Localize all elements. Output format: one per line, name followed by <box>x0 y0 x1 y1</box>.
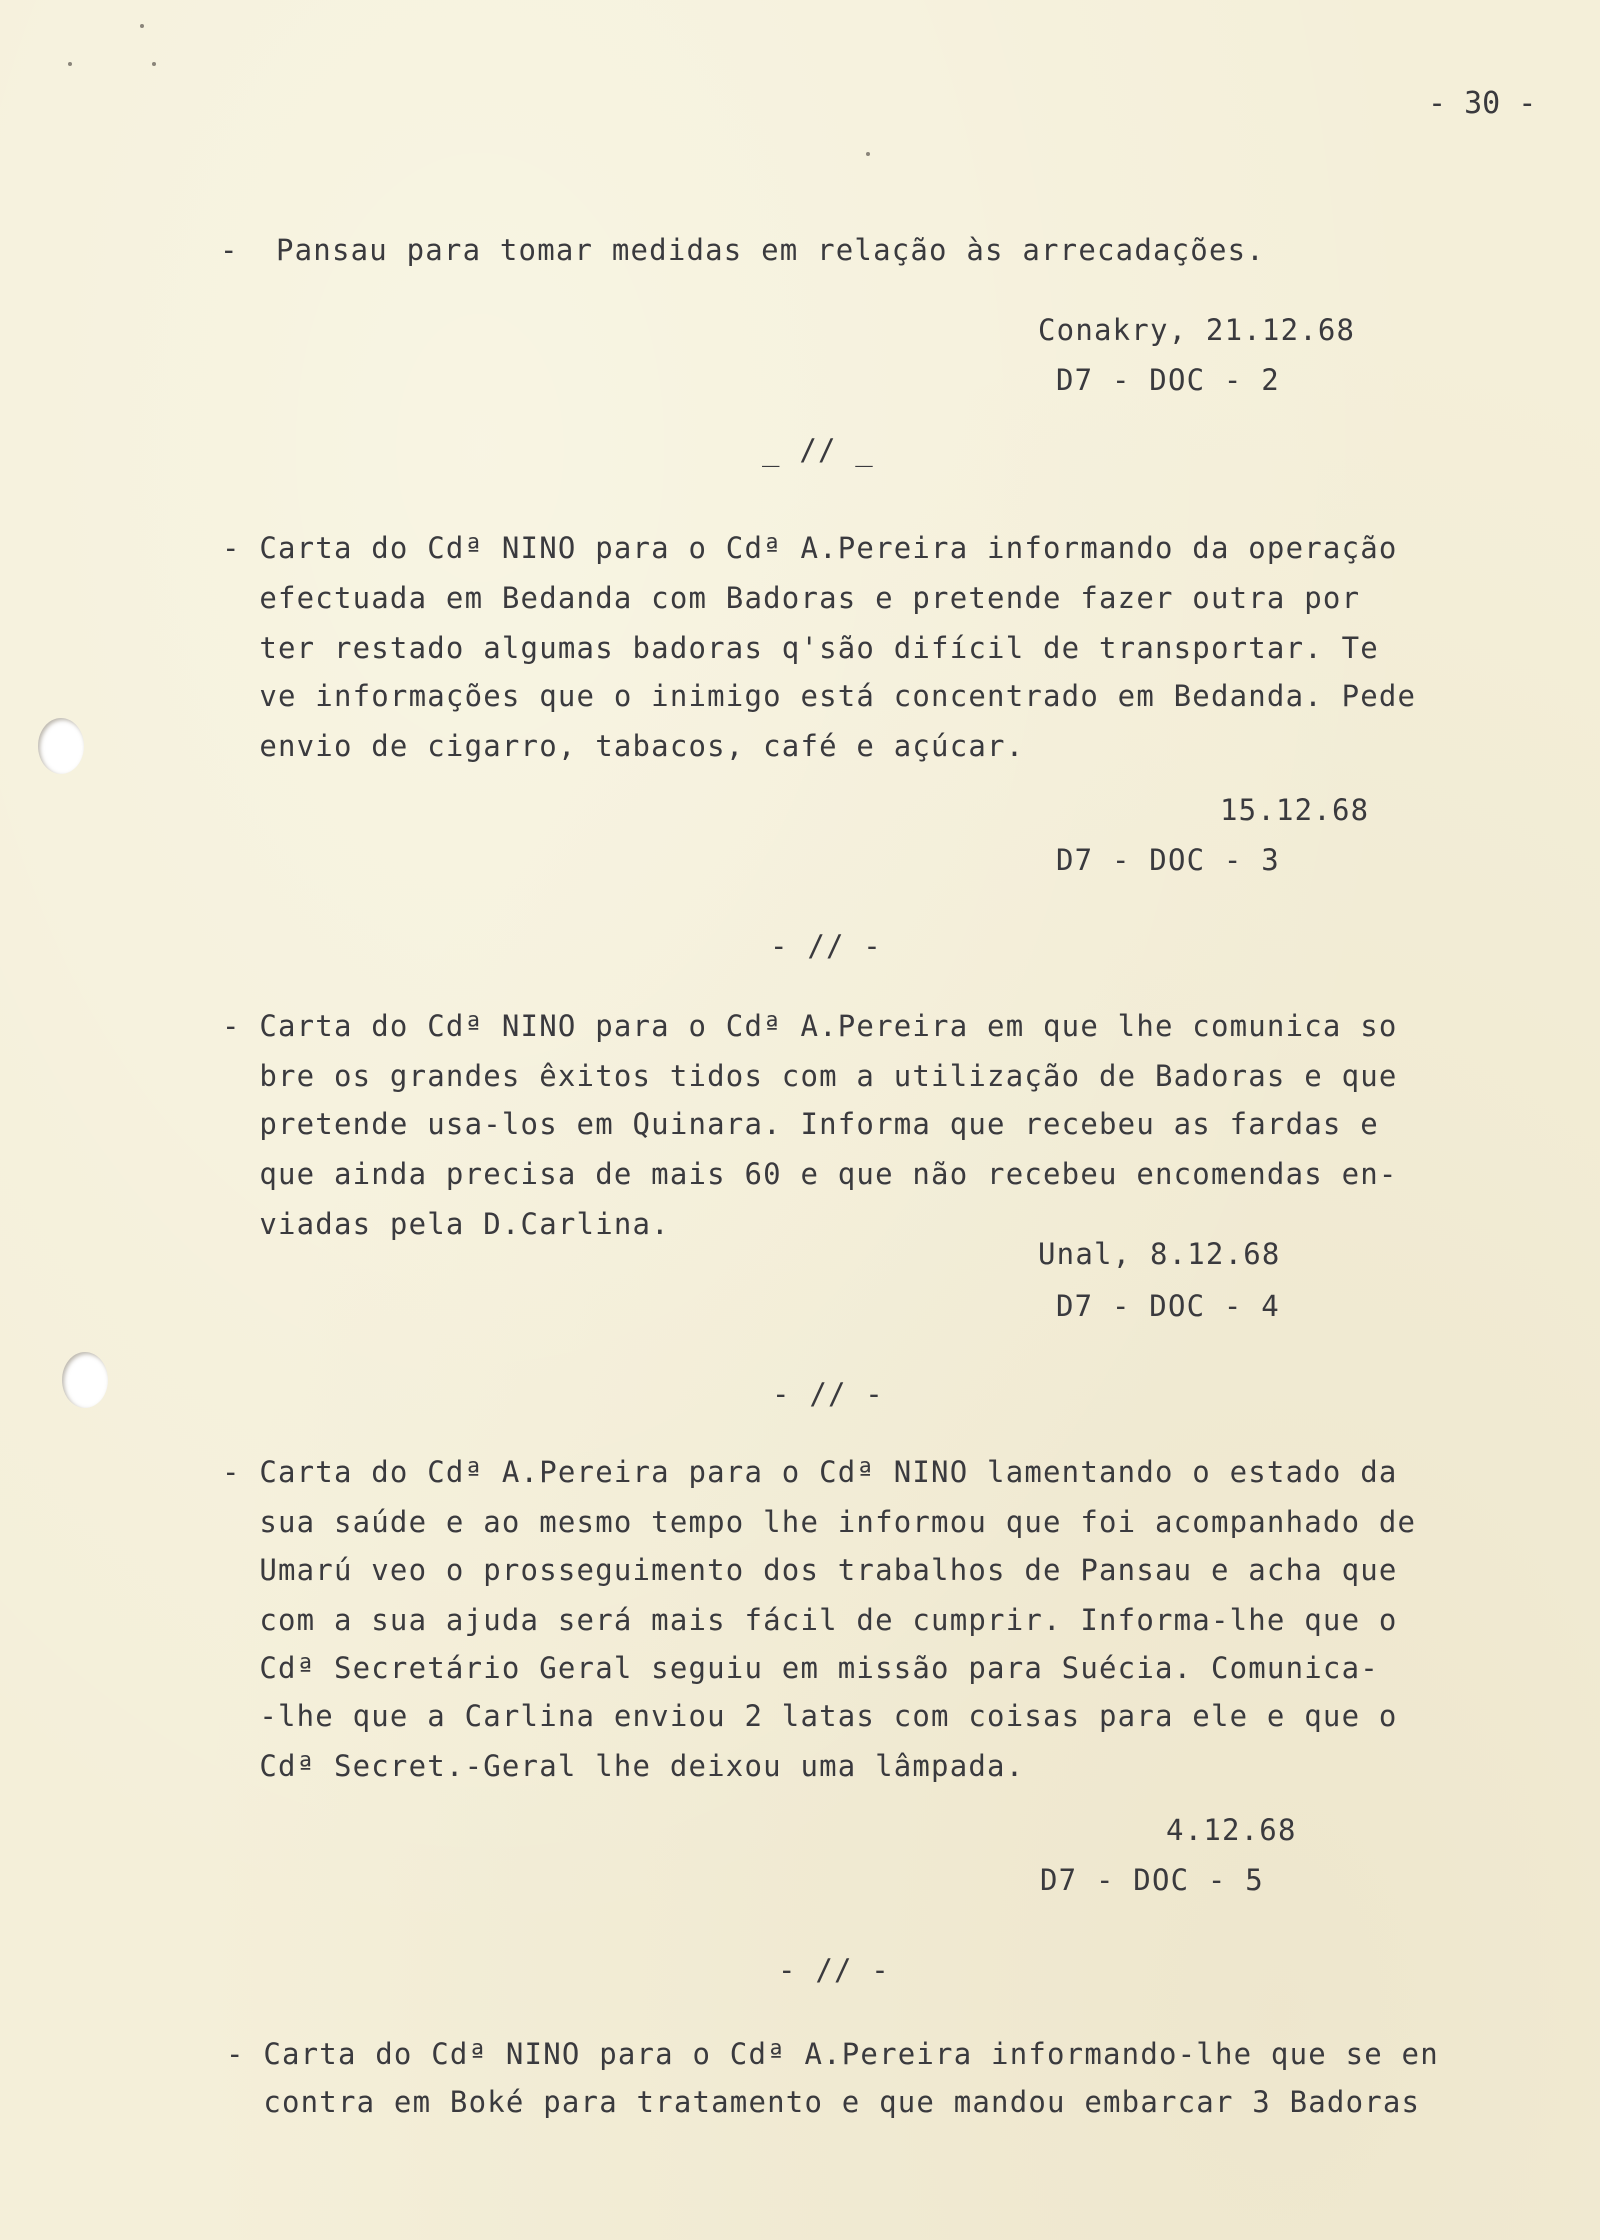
speck <box>152 62 156 66</box>
entry-1-place-date: Conakry, 21.12.68 <box>1038 313 1356 347</box>
entry-3-line-4: que ainda precisa de mais 60 e que não recebeu encomendas en- <box>222 1157 1398 1191</box>
entry-4-place-date: 4.12.68 <box>1166 1813 1297 1847</box>
speck <box>68 62 72 66</box>
entry-5-line-1: - Carta do Cdª NINO para o Cdª A.Pereira informando-lhe que se en <box>226 2037 1439 2071</box>
entry-4-line-2: sua saúde e ao mesmo tempo lhe informou que foi acompanhado de <box>222 1505 1417 1539</box>
entry-2-line-1: - Carta do Cdª NINO para o Cdª A.Pereira informando da operação <box>222 531 1398 565</box>
entry-4-line-1: - Carta do Cdª A.Pereira para o Cdª NINO lamentando o estado da <box>222 1455 1398 1489</box>
entry-3-line-1: - Carta do Cdª NINO para o Cdª A.Pereira em que lhe comunica so <box>222 1009 1398 1043</box>
page-number: - 30 - <box>1428 86 1537 121</box>
entry-3-line-3: pretende usa-los em Quinara. Informa que recebeu as fardas e <box>222 1107 1379 1141</box>
entry-3-separator: - // - <box>772 1377 884 1411</box>
entry-2-doc-ref: D7 - DOC - 3 <box>1056 843 1280 877</box>
entry-3-place-date: Unal, 8.12.68 <box>1038 1237 1281 1271</box>
entry-2-line-2: efectuada em Bedanda com Badoras e pretende fazer outra por <box>222 581 1361 615</box>
entry-4-separator: - // - <box>778 1953 890 1987</box>
punch-hole-top <box>38 718 84 774</box>
entry-1-doc-ref: D7 - DOC - 2 <box>1056 363 1280 397</box>
entry-2-place-date: 15.12.68 <box>1220 793 1370 827</box>
entry-2-line-3: ter restado algumas badoras q'são difícil de transportar. Te <box>222 631 1379 665</box>
entry-4-doc-ref: D7 - DOC - 5 <box>1040 1863 1264 1897</box>
entry-1-line-1: - Pansau para tomar medidas em relação às arrecadações. <box>220 233 1265 267</box>
punch-hole-bottom <box>62 1352 108 1408</box>
entry-5-line-2: contra em Boké para tratamento e que mandou embarcar 3 Badoras <box>226 2085 1421 2119</box>
entry-4-line-6: -lhe que a Carlina enviou 2 latas com coisas para ele e que o <box>222 1699 1398 1733</box>
entry-2-line-4: ve informações que o inimigo está concentrado em Bedanda. Pede <box>222 679 1417 713</box>
entry-4-line-4: com a sua ajuda será mais fácil de cumprir. Informa-lhe que o <box>222 1603 1398 1637</box>
entry-4-line-7: Cdª Secret.-Geral lhe deixou uma lâmpada. <box>222 1749 1025 1783</box>
entry-3-doc-ref: D7 - DOC - 4 <box>1056 1289 1280 1323</box>
entry-4-line-5: Cdª Secretário Geral seguiu em missão para Suécia. Comunica- <box>222 1651 1379 1685</box>
entry-4-line-3: Umarú veo o prosseguimento dos trabalhos de Pansau e acha que <box>222 1553 1398 1587</box>
speck <box>866 152 870 156</box>
entry-2-separator: - // - <box>770 929 882 963</box>
speck <box>140 24 144 28</box>
entry-3-line-2: bre os grandes êxitos tidos com a utilização de Badoras e que <box>222 1059 1398 1093</box>
entry-1-separator: _ // _ <box>762 433 874 467</box>
entry-3-line-5: viadas pela D.Carlina. <box>222 1207 670 1241</box>
entry-2-line-5: envio de cigarro, tabacos, café e açúcar. <box>222 729 1025 763</box>
